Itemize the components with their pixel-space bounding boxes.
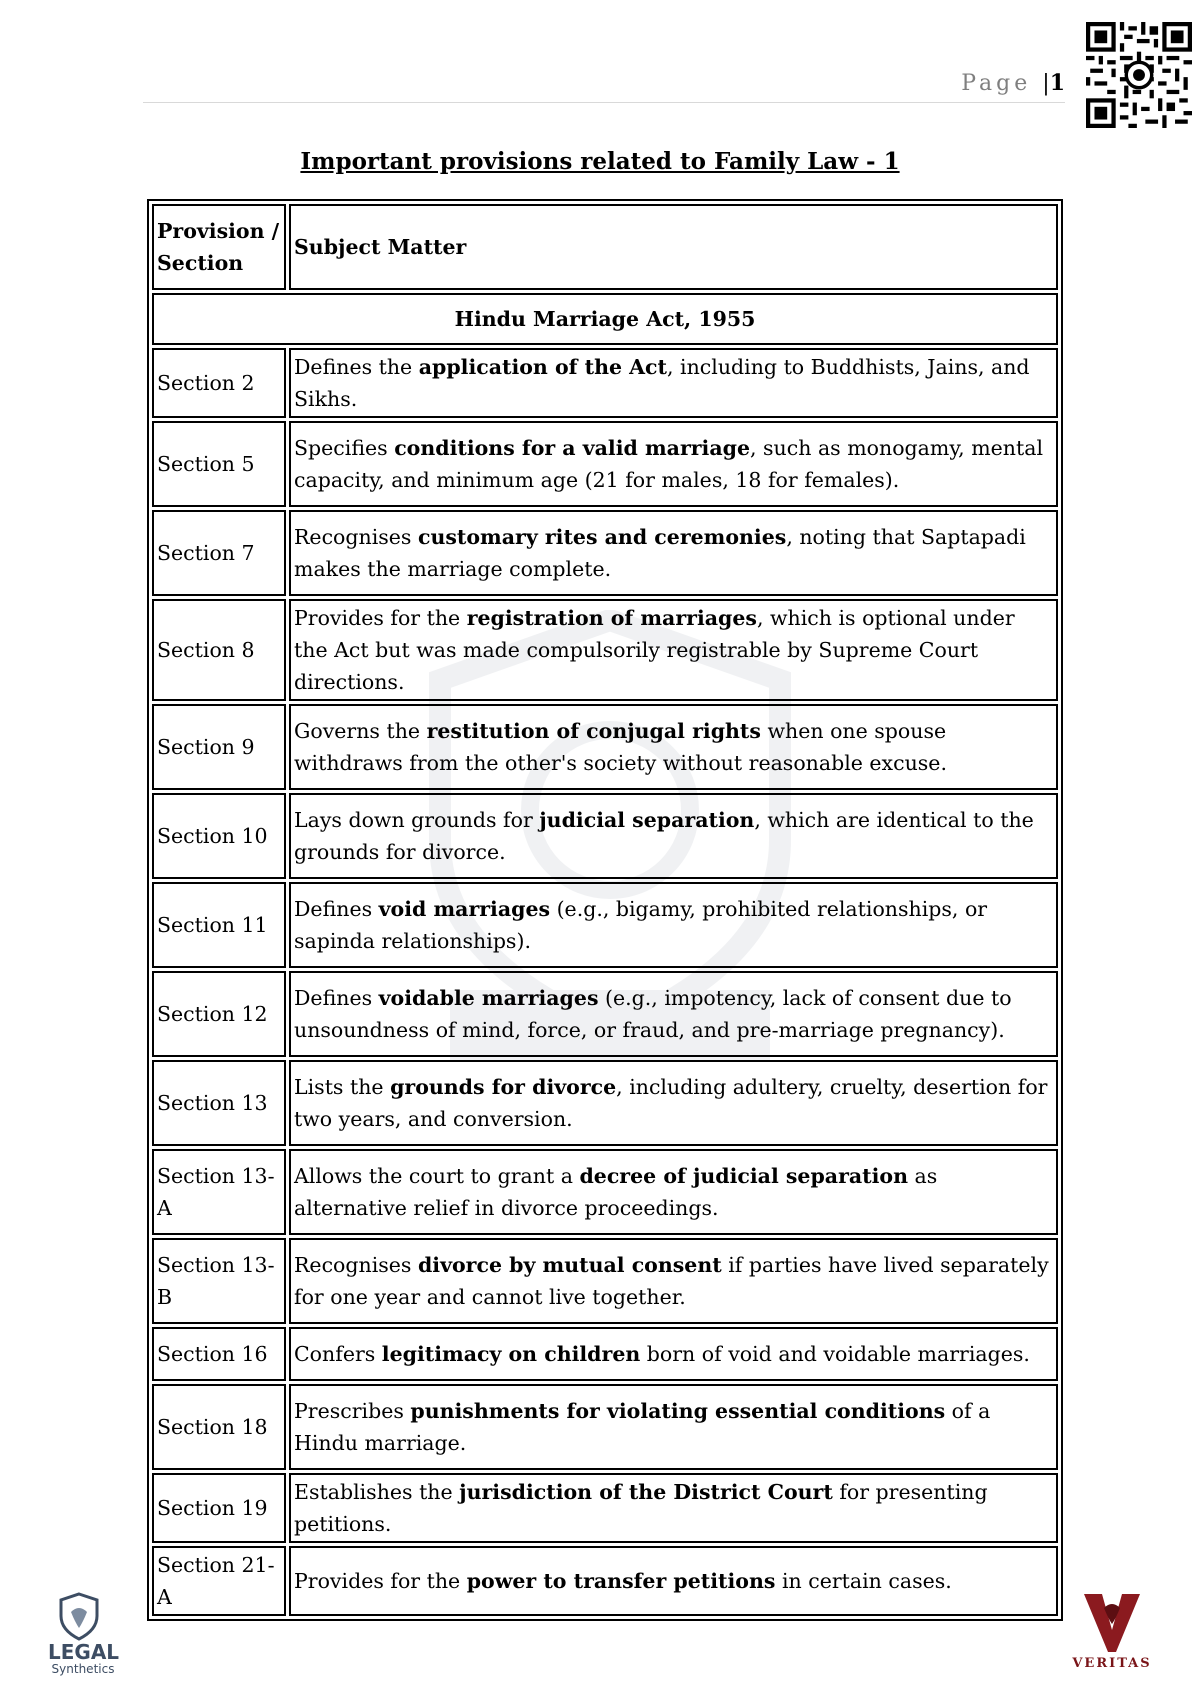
- column-header-subject: Subject Matter: [289, 204, 1058, 290]
- veritas-logo: [1072, 1590, 1152, 1680]
- subject-text-post: of a Hindu marriage.: [294, 1399, 991, 1455]
- section-cell: Section 12: [152, 971, 286, 1057]
- legal-synthetics-logo: [48, 1592, 118, 1678]
- table-row: [152, 510, 1058, 596]
- subject-text-pre: Provides for the: [294, 606, 467, 630]
- section-cell: Section 9: [152, 704, 286, 790]
- subject-text-pre: Recognises: [294, 1253, 418, 1277]
- subject-text-post: if parties have lived separately for one year and cannot live together.: [294, 1253, 1049, 1309]
- subject-text-post: in certain cases.: [775, 1569, 952, 1593]
- table-row: [152, 599, 1058, 701]
- subject-text-post: , such as monogamy, mental capacity, and minimum age (21 for males, 18 for females).: [294, 436, 1044, 492]
- subject-text-bold: application of the Act: [418, 355, 668, 379]
- subject-text-bold: conditions for a valid marriage: [394, 436, 750, 460]
- document-title: Important provisions related to Family Law - 1: [300, 148, 900, 175]
- subject-text-pre: Governs the: [294, 719, 427, 743]
- subject-cell: [289, 421, 1058, 507]
- subject-text-pre: Prescribes: [294, 1399, 411, 1423]
- section-cell: Section 13-A: [152, 1149, 286, 1235]
- subject-text-bold: customary rites and ceremonies: [417, 525, 787, 549]
- act-title: Hindu Marriage Act, 1955: [152, 293, 1058, 345]
- subject-text-pre: Provides for the: [294, 1569, 467, 1593]
- subject-text-pre: Confers: [294, 1342, 382, 1366]
- subject-cell: [289, 1327, 1058, 1381]
- section-cell: Section 10: [152, 793, 286, 879]
- section-cell: Section 11: [152, 882, 286, 968]
- page-word: Page: [961, 71, 1032, 96]
- subject-text-post: when one spouse withdraws from the other's society without reasonable excuse.: [294, 719, 947, 775]
- subject-cell: [289, 1546, 1058, 1616]
- table-row: [152, 793, 1058, 879]
- table-row: [152, 1473, 1058, 1543]
- subject-text-post: , which is optional under the Act but was made compulsorily registrable by Supreme Court directions.: [294, 606, 1015, 694]
- subject-text-pre: Specifies: [294, 436, 395, 460]
- column-header-provision: Provision / Section: [152, 204, 286, 290]
- subject-text-bold: decree of judicial separation: [579, 1164, 909, 1188]
- subject-cell: [289, 1384, 1058, 1470]
- subject-text-bold: power to transfer petitions: [466, 1569, 776, 1593]
- subject-text-post: , which are identical to the grounds for divorce.: [294, 808, 1034, 864]
- subject-text-pre: Recognises: [294, 525, 418, 549]
- provisions-table: [147, 199, 1063, 1621]
- subject-text-bold: void marriages: [378, 897, 551, 921]
- subject-text-bold: punishments for violating essential conditions: [410, 1399, 946, 1423]
- subject-text-post: (e.g., impotency, lack of consent due to unsoundness of mind, force, or fraud, and pre-marriage pregnancy).: [294, 986, 1012, 1042]
- subject-text-pre: Allows the court to grant a: [294, 1164, 580, 1188]
- veritas-v-icon: [1082, 1590, 1142, 1654]
- subject-text-post: , noting that Saptapadi makes the marriage complete.: [294, 525, 1026, 581]
- page-number: 1: [1049, 70, 1065, 96]
- section-cell: Section 5: [152, 421, 286, 507]
- subject-text-pre: Establishes the: [294, 1480, 460, 1504]
- section-cell: Section 19: [152, 1473, 286, 1543]
- subject-text-post: born of void and voidable marriages.: [640, 1342, 1030, 1366]
- subject-text-bold: grounds for divorce: [390, 1075, 617, 1099]
- table-row: [152, 1149, 1058, 1235]
- page-separator: |: [1042, 71, 1050, 96]
- section-cell: Section 8: [152, 599, 286, 701]
- table-row: [152, 704, 1058, 790]
- section-cell: Section 2: [152, 348, 286, 418]
- subject-text-bold: registration of marriages: [466, 606, 757, 630]
- subject-cell: [289, 882, 1058, 968]
- subject-text-post: , including adultery, cruelty, desertion for two years, and conversion.: [294, 1075, 1048, 1131]
- table-row: [152, 971, 1058, 1057]
- section-cell: Section 7: [152, 510, 286, 596]
- subject-text-bold: voidable marriages: [378, 986, 599, 1010]
- qr-code-icon[interactable]: [1086, 22, 1192, 128]
- section-cell: Section 21-A: [152, 1546, 286, 1616]
- subject-cell: [289, 1473, 1058, 1543]
- table-row: [152, 1238, 1058, 1324]
- subject-text-bold: jurisdiction of the District Court: [459, 1480, 833, 1504]
- subject-cell: [289, 599, 1058, 701]
- subject-cell: [289, 704, 1058, 790]
- table-row: [152, 348, 1058, 418]
- table-row: [152, 421, 1058, 507]
- section-cell: Section 13-B: [152, 1238, 286, 1324]
- legal-synthetics-shield-icon: [57, 1592, 101, 1642]
- subject-cell: [289, 1060, 1058, 1146]
- subject-cell: [289, 971, 1058, 1057]
- subject-text-pre: Lists the: [294, 1075, 391, 1099]
- subject-cell: [289, 793, 1058, 879]
- table-row: [152, 1546, 1058, 1616]
- subject-text-pre: Defines: [294, 897, 379, 921]
- logo-text-synthetics: Synthetics: [51, 1662, 115, 1676]
- subject-text-post: as alternative relief in divorce proceedings.: [294, 1164, 938, 1220]
- subject-text-post: for presenting petitions.: [294, 1480, 988, 1536]
- section-cell: Section 18: [152, 1384, 286, 1470]
- subject-text-pre: Lays down grounds for: [294, 808, 540, 832]
- subject-cell: [289, 510, 1058, 596]
- subject-text-pre: Defines the: [294, 355, 419, 379]
- subject-text-bold: legitimacy on children: [381, 1342, 641, 1366]
- subject-cell: [289, 1149, 1058, 1235]
- subject-text-bold: judicial separation: [539, 808, 755, 832]
- table-row: [152, 1384, 1058, 1470]
- table-row: [152, 882, 1058, 968]
- section-cell: Section 16: [152, 1327, 286, 1381]
- table-header-row: [152, 204, 1058, 290]
- logo-text-legal: LEGAL: [48, 1640, 120, 1664]
- subject-text-pre: Defines: [294, 986, 379, 1010]
- table-row: [152, 1060, 1058, 1146]
- subject-cell: [289, 1238, 1058, 1324]
- logo-text-veritas: VERITAS: [1072, 1656, 1152, 1671]
- page-header: [143, 68, 1065, 103]
- subject-text-post: (e.g., bigamy, prohibited relationships, or sapinda relationships).: [294, 897, 988, 953]
- subject-text-bold: divorce by mutual consent: [417, 1253, 722, 1277]
- subject-text-bold: restitution of conjugal rights: [426, 719, 761, 743]
- page-number-label: [961, 70, 1065, 96]
- subject-cell: [289, 348, 1058, 418]
- table-row: [152, 1327, 1058, 1381]
- table-group-row: [152, 293, 1058, 345]
- subject-text-post: , including to Buddhists, Jains, and Sikhs.: [294, 355, 1030, 411]
- section-cell: Section 13: [152, 1060, 286, 1146]
